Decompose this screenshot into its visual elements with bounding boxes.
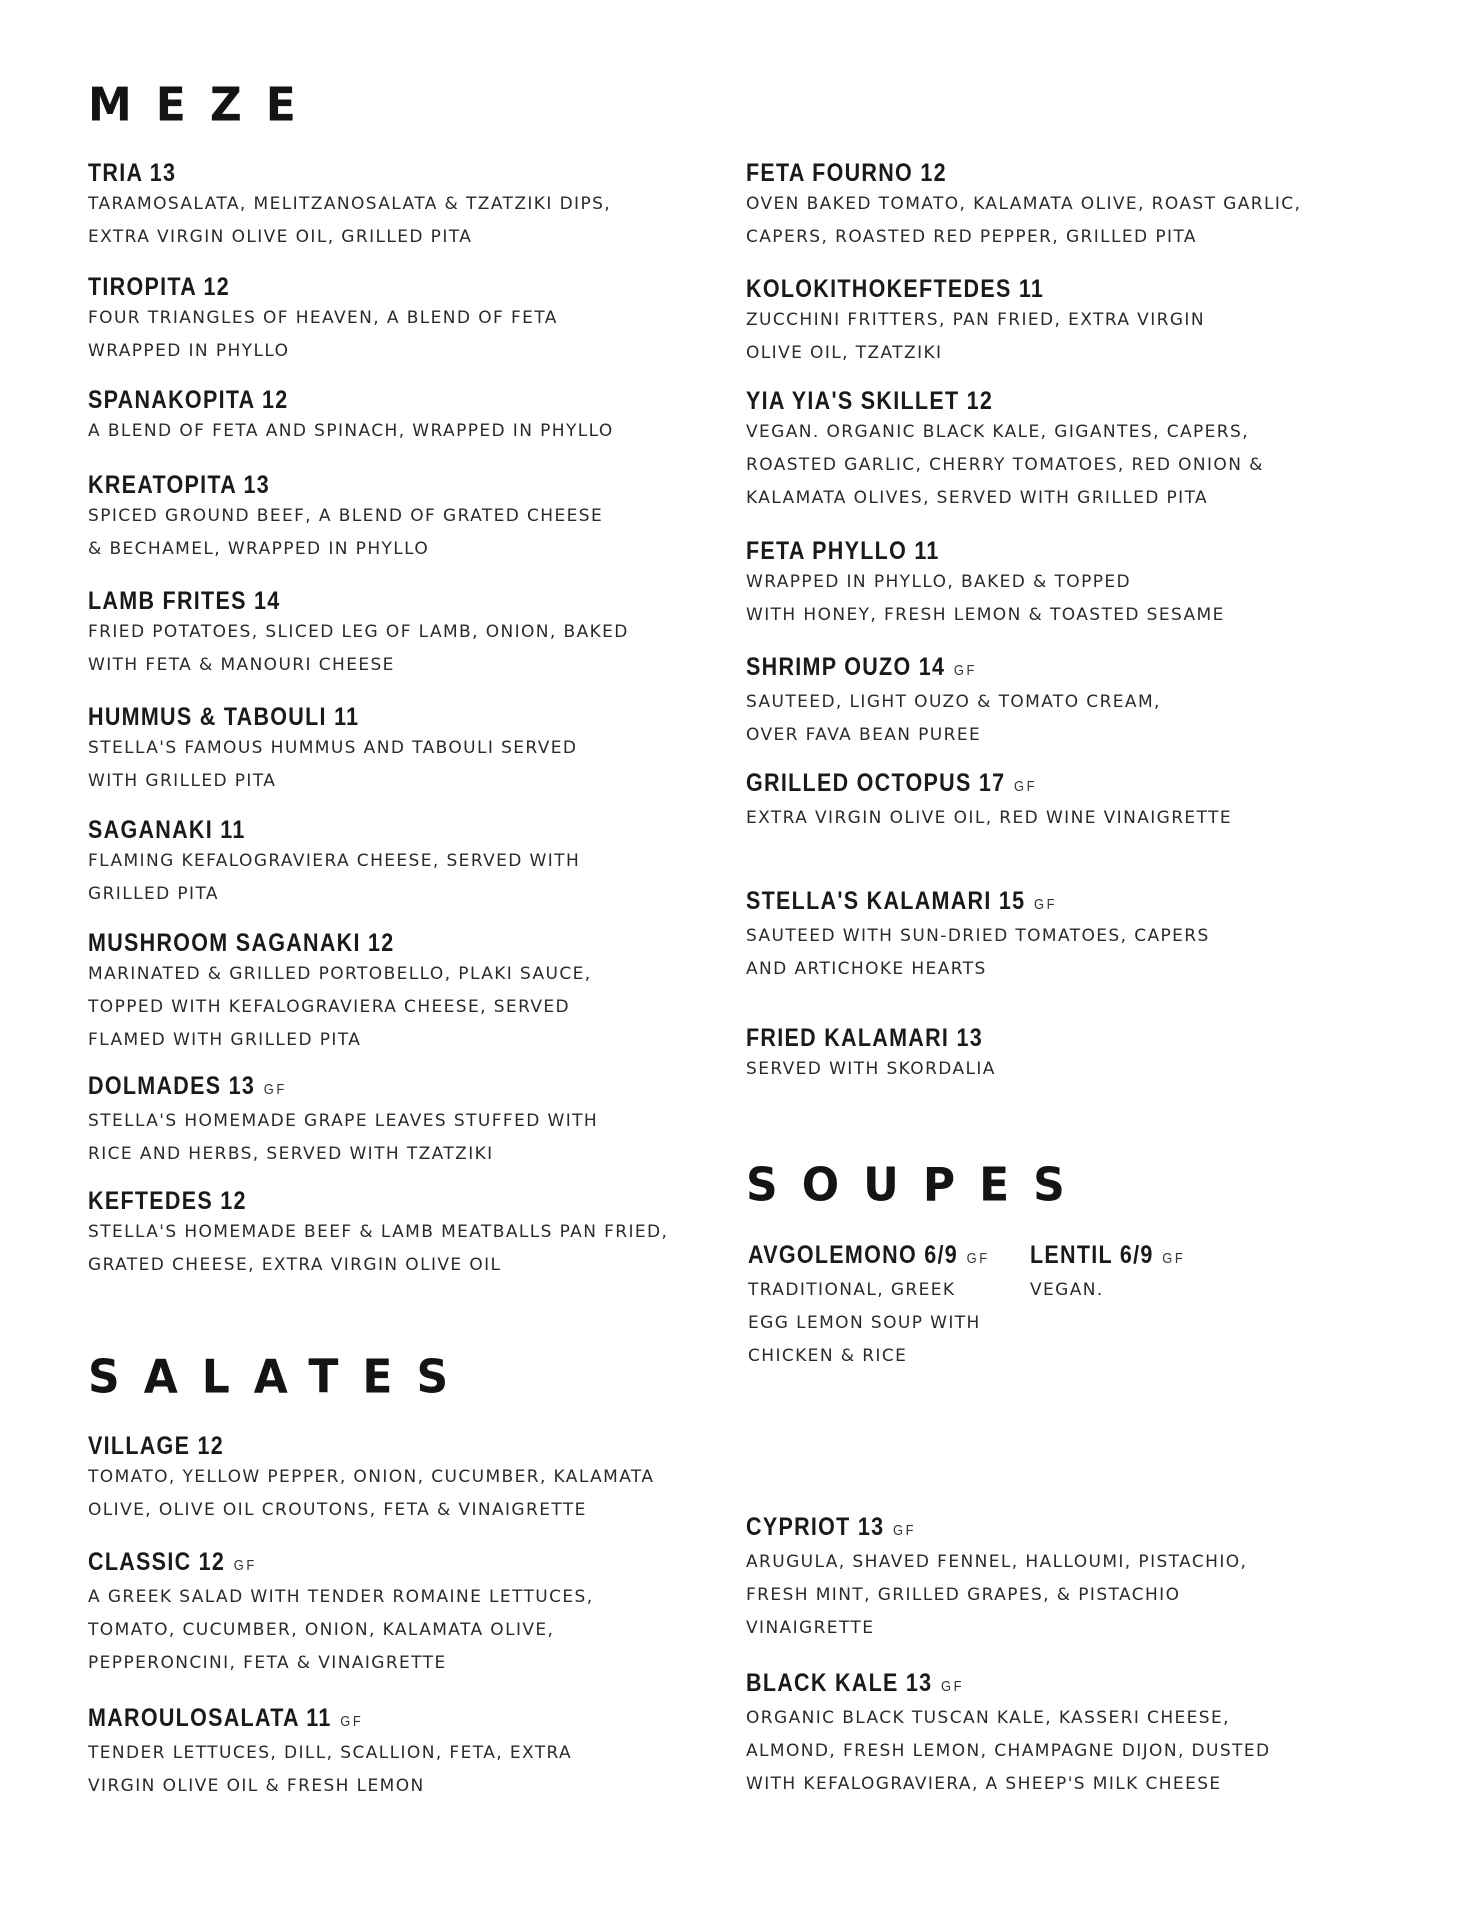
- menu-item-description: [88, 1461, 654, 1527]
- item-name-text: CLASSIC 12: [88, 1548, 226, 1576]
- menu-item-description: [746, 802, 1232, 835]
- item-name-text: YIA YIA'S SKILLET 12: [746, 387, 994, 415]
- description-line: & BECHAMEL, WRAPPED IN PHYLLO: [88, 539, 430, 559]
- description-line: OLIVE OIL, TZATZIKI: [746, 343, 943, 363]
- item-name-text: LAMB FRITES 14: [88, 587, 281, 615]
- menu-item-cypriot-13: [746, 1512, 1247, 1645]
- menu-item-name: [88, 1547, 523, 1581]
- description-line: PEPPERONCINI, FETA & VINAIGRETTE: [88, 1653, 447, 1673]
- description-line: ORGANIC BLACK TUSCAN KALE, KASSERI CHEESE,: [746, 1708, 1230, 1728]
- description-line: EXTRA VIRGIN OLIVE OIL, GRILLED PITA: [88, 227, 473, 247]
- menu-item-keftedes-12: [88, 1186, 668, 1282]
- gluten-free-tag: GF: [1162, 1250, 1186, 1267]
- description-line: EGG LEMON SOUP WITH: [748, 1313, 981, 1333]
- menu-item-kolokithokeftedes-11: [746, 274, 1205, 370]
- item-name-text: VILLAGE 12: [88, 1432, 224, 1460]
- description-line: STELLA'S HOMEMADE GRAPE LEAVES STUFFED WITH: [88, 1111, 599, 1131]
- menu-item-description: [88, 616, 629, 682]
- menu-item-description: [88, 1737, 572, 1803]
- item-name-text: LENTIL 6/9: [1030, 1241, 1154, 1269]
- item-name-text: KOLOKITHOKEFTEDES 11: [746, 275, 1045, 303]
- menu-item-description: [88, 1581, 594, 1680]
- menu-item-feta-fourno-12: [746, 158, 1301, 254]
- description-line: SAUTEED, LIGHT OUZO & TOMATO CREAM,: [746, 692, 1161, 712]
- item-name-text: MAROULOSALATA 11: [88, 1704, 332, 1732]
- gluten-free-tag: GF: [233, 1557, 257, 1574]
- menu-item-avgolemono-6-9: [748, 1240, 1029, 1373]
- menu-item-name: [748, 1240, 990, 1274]
- menu-item-description: [746, 920, 1210, 986]
- menu-item-shrimp-ouzo-14: [746, 652, 1161, 752]
- item-name-text: SPANAKOPITA 12: [88, 386, 289, 414]
- description-line: STELLA'S FAMOUS HUMMUS AND TABOULI SERVED: [88, 738, 578, 758]
- description-line: FOUR TRIANGLES OF HEAVEN, A BLEND OF FETA: [88, 308, 558, 328]
- menu-item-classic-12: [88, 1547, 594, 1680]
- item-name-text: TRIA 13: [88, 159, 177, 187]
- menu-item-name: [88, 1186, 587, 1216]
- description-line: ROASTED GARLIC, CHERRY TOMATOES, RED ONION &: [746, 455, 1264, 475]
- gluten-free-tag: GF: [340, 1713, 364, 1730]
- item-name-text: TIROPITA 12: [88, 273, 231, 301]
- description-line: TOMATO, YELLOW PEPPER, ONION, CUCUMBER, KALAMATA: [88, 1467, 655, 1487]
- menu-item-name: [746, 1668, 1197, 1702]
- item-name-text: HUMMUS & TABOULI 11: [88, 703, 360, 731]
- gluten-free-tag: GF: [1033, 896, 1058, 913]
- item-name-text: AVGOLEMONO 6/9: [748, 1241, 959, 1269]
- item-name-text: GRILLED OCTOPUS 17: [746, 769, 1006, 797]
- gluten-free-tag: GF: [941, 1678, 965, 1695]
- menu-item-name: [88, 385, 540, 415]
- description-line: A GREEK SALAD WITH TENDER ROMAINE LETTUCES,: [88, 1587, 594, 1607]
- menu-item-yia-yia-s-skillet-12: [746, 386, 1264, 515]
- description-line: MARINATED & GRILLED PORTOBELLO, PLAKI SAUCE,: [88, 964, 592, 984]
- description-line: FLAMING KEFALOGRAVIERA CHEESE, SERVED WITH: [88, 851, 581, 871]
- menu-item-description: [746, 188, 1301, 254]
- description-line: CAPERS, ROASTED RED PEPPER, GRILLED PITA: [746, 227, 1197, 247]
- description-line: TRADITIONAL, GREEK: [748, 1280, 956, 1300]
- description-line: TARAMOSALATA, MELITZANOSALATA & TZATZIKI DIPS,: [88, 194, 612, 214]
- item-name-text: MUSHROOM SAGANAKI 12: [88, 929, 395, 957]
- item-name-text: BLACK KALE 13: [746, 1669, 933, 1697]
- item-name-text: KEFTEDES 12: [88, 1187, 247, 1215]
- item-name-text: CYPRIOT 13: [746, 1513, 885, 1541]
- menu-item-name: [88, 470, 531, 500]
- description-line: ZUCCHINI FRITTERS, PAN FRIED, EXTRA VIRGIN: [746, 310, 1205, 330]
- menu-item-description: [748, 1274, 1029, 1373]
- menu-item-grilled-octopus-17: [746, 768, 1232, 835]
- menu-item-name: [746, 386, 1191, 416]
- description-line: ALMOND, FRESH LEMON, CHAMPAGNE DIJON, DUSTED: [746, 1741, 1271, 1761]
- menu-item-name: [88, 1703, 504, 1737]
- item-name-text: FETA PHYLLO 11: [746, 537, 940, 565]
- item-name-text: STELLA'S KALAMARI 15: [746, 887, 1026, 915]
- description-line: GRILLED PITA: [88, 884, 219, 904]
- description-line: WRAPPED IN PHYLLO: [88, 341, 290, 361]
- menu-item-name: [88, 702, 509, 732]
- description-line: VEGAN.: [1030, 1280, 1104, 1300]
- gluten-free-tag: GF: [953, 662, 977, 679]
- description-line: WITH FETA & MANOURI CHEESE: [88, 655, 395, 675]
- menu-item-description: [88, 958, 592, 1057]
- item-name-text: SAGANAKI 11: [88, 816, 246, 844]
- menu-item-description: [746, 1053, 1022, 1086]
- menu-item-name: [88, 1071, 527, 1105]
- description-line: WITH HONEY, FRESH LEMON & TOASTED SESAME: [746, 605, 1225, 625]
- description-line: STELLA'S HOMEMADE BEEF & LAMB MEATBALLS PAN FRIED,: [88, 1222, 669, 1242]
- description-line: VINAIGRETTE: [746, 1618, 875, 1638]
- description-line: SERVED WITH SKORDALIA: [746, 1059, 996, 1079]
- menu-item-description: [88, 845, 580, 911]
- menu-item-description: [1030, 1274, 1211, 1307]
- menu-item-dolmades-13: [88, 1071, 598, 1171]
- menu-item-name: [88, 928, 521, 958]
- menu-item-tria-13: [88, 158, 611, 254]
- description-line: GRATED CHEESE, EXTRA VIRGIN OLIVE OIL: [88, 1255, 502, 1275]
- menu-item-name: [88, 586, 553, 616]
- description-line: SAUTEED WITH SUN-DRIED TOMATOES, CAPERS: [746, 926, 1210, 946]
- menu-item-name: [746, 1512, 1177, 1546]
- description-line: VEGAN. ORGANIC BLACK KALE, GIGANTES, CAPERS,: [746, 422, 1250, 442]
- menu-item-description: [88, 415, 614, 448]
- menu-item-lamb-frites-14: [88, 586, 629, 682]
- menu-item-description: [746, 566, 1225, 632]
- menu-item-feta-phyllo-11: [746, 536, 1225, 632]
- menu-item-name: [88, 272, 492, 302]
- menu-item-name: [88, 1431, 575, 1461]
- menu-item-description: [746, 1702, 1271, 1801]
- menu-item-saganaki-11: [88, 815, 580, 911]
- menu-item-description: [746, 1546, 1247, 1645]
- gluten-free-tag: GF: [1013, 778, 1038, 795]
- menu-item-maroulosalata-11: [88, 1703, 572, 1803]
- menu-item-name: [746, 158, 1224, 188]
- gluten-free-tag: GF: [966, 1250, 990, 1267]
- gluten-free-tag: GF: [892, 1522, 917, 1539]
- description-line: OVER FAVA BEAN PUREE: [746, 725, 982, 745]
- menu-item-description: [88, 1105, 598, 1171]
- description-line: FLAMED WITH GRILLED PITA: [88, 1030, 362, 1050]
- menu-item-description: [88, 188, 611, 254]
- menu-item-name: [746, 886, 1145, 920]
- menu-item-description: [88, 302, 558, 368]
- menu-item-description: [88, 1216, 668, 1282]
- menu-item-description: [88, 732, 577, 798]
- item-name-text: FRIED KALAMARI 13: [746, 1024, 983, 1052]
- menu-item-village-12: [88, 1431, 654, 1527]
- menu-item-kreatopita-13: [88, 470, 603, 566]
- description-line: A BLEND OF FETA AND SPINACH, WRAPPED IN PHYLLO: [88, 421, 614, 441]
- menu-item-description: [88, 500, 603, 566]
- item-name-text: FETA FOURNO 12: [746, 159, 947, 187]
- description-line: OLIVE, OLIVE OIL CROUTONS, FETA & VINAIGRETTE: [88, 1500, 587, 1520]
- menu-item-name: [746, 652, 1103, 686]
- menu-item-name: [88, 815, 511, 845]
- description-line: TENDER LETTUCES, DILL, SCALLION, FETA, EXTRA: [88, 1743, 573, 1763]
- description-line: TOPPED WITH KEFALOGRAVIERA CHEESE, SERVED: [88, 997, 571, 1017]
- description-line: AND ARTICHOKE HEARTS: [746, 959, 987, 979]
- description-line: FRESH MINT, GRILLED GRAPES, & PISTACHIO: [746, 1585, 1181, 1605]
- description-line: VIRGIN OLIVE OIL & FRESH LEMON: [88, 1776, 425, 1796]
- menu-item-description: [746, 686, 1161, 752]
- menu-item-name: [746, 536, 1158, 566]
- description-line: WITH GRILLED PITA: [88, 771, 277, 791]
- menu-item-name: [1030, 1240, 1185, 1274]
- section-title-meze: MEZE: [88, 78, 320, 133]
- description-line: RICE AND HERBS, SERVED WITH TZATZIKI: [88, 1144, 494, 1164]
- description-line: WRAPPED IN PHYLLO, BAKED & TOPPED: [746, 572, 1132, 592]
- description-line: SPICED GROUND BEEF, A BLEND OF GRATED CHEESE: [88, 506, 604, 526]
- description-line: TOMATO, CUCUMBER, ONION, KALAMATA OLIVE,: [88, 1620, 555, 1640]
- menu-item-description: [746, 304, 1205, 370]
- menu-item-tiropita-12: [88, 272, 558, 368]
- description-line: KALAMATA OLIVES, SERVED WITH GRILLED PITA: [746, 488, 1209, 508]
- menu-item-fried-kalamari-13: [746, 1023, 1022, 1086]
- menu-item-spanakopita-12: [88, 385, 614, 448]
- description-line: WITH KEFALOGRAVIERA, A SHEEP'S MILK CHEESE: [746, 1774, 1222, 1794]
- menu-item-name: [746, 1023, 983, 1053]
- menu-item-mushroom-saganaki-12: [88, 928, 592, 1057]
- item-name-text: DOLMADES 13: [88, 1072, 256, 1100]
- gluten-free-tag: GF: [263, 1081, 287, 1098]
- description-line: CHICKEN & RICE: [748, 1346, 908, 1366]
- item-name-text: KREATOPITA 13: [88, 471, 271, 499]
- menu-item-name: [746, 274, 1141, 304]
- menu-item-black-kale-13: [746, 1668, 1271, 1801]
- menu-item-description: [746, 416, 1264, 515]
- section-title-salates: SALATES: [88, 1350, 473, 1405]
- description-line: FRIED POTATOES, SLICED LEG OF LAMB, ONION, BAKED: [88, 622, 629, 642]
- description-line: OVEN BAKED TOMATO, KALAMATA OLIVE, ROAST GARLIC,: [746, 194, 1302, 214]
- menu-item-name: [746, 768, 1164, 802]
- menu-item-hummus-tabouli-11: [88, 702, 577, 798]
- description-line: ARUGULA, SHAVED FENNEL, HALLOUMI, PISTACHIO,: [746, 1552, 1248, 1572]
- description-line: EXTRA VIRGIN OLIVE OIL, RED WINE VINAIGRETTE: [746, 808, 1232, 828]
- menu-item-lentil-6-9: [1030, 1240, 1211, 1307]
- item-name-text: SHRIMP OUZO 14: [746, 653, 946, 681]
- menu-item-name: [88, 158, 538, 188]
- section-title-soupes: SOUPES: [746, 1158, 1089, 1213]
- menu-item-stella-s-kalamari-15: [746, 886, 1210, 986]
